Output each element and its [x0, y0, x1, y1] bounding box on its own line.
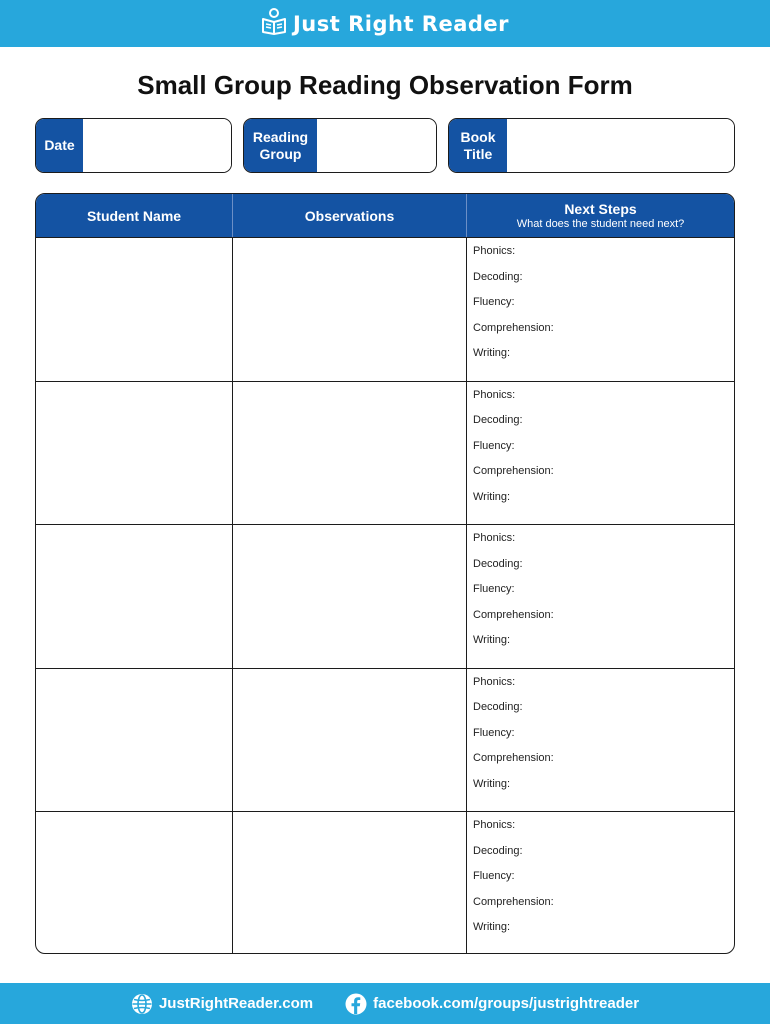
- next-step-label: Comprehension:: [473, 752, 554, 764]
- next-step-label: Writing:: [473, 347, 511, 359]
- brand-name: Just Right Reader: [292, 11, 510, 36]
- next-step-label: Comprehension:: [473, 608, 554, 621]
- page-title: Small Group Reading Observation Form: [137, 70, 633, 100]
- observations-cell[interactable]: [233, 812, 467, 954]
- facebook-link[interactable]: [345, 993, 639, 1015]
- next-step-label: Phonics:: [473, 532, 516, 544]
- next-step-label: Fluency:: [473, 870, 515, 882]
- next-steps-cell[interactable]: [467, 669, 734, 812]
- next-step-label: Comprehension:: [473, 465, 554, 477]
- observation-table: [35, 193, 735, 954]
- facebook-text: facebook.com/groups/justrightreader: [373, 995, 640, 1012]
- next-step-label: Phonics:: [473, 819, 516, 831]
- observations-cell[interactable]: [233, 238, 467, 381]
- observations-cell[interactable]: [233, 525, 467, 668]
- next-steps-cell[interactable]: [467, 525, 734, 668]
- student-name-cell[interactable]: [36, 238, 233, 381]
- table-header: [36, 194, 734, 237]
- observations-cell[interactable]: [233, 382, 467, 525]
- top-banner: [0, 0, 770, 47]
- book-title-field: [448, 118, 735, 173]
- next-step-label: Decoding:: [473, 557, 523, 570]
- student-name-cell[interactable]: [36, 382, 233, 525]
- footer-banner: [0, 983, 770, 1024]
- next-steps-header: [467, 194, 734, 237]
- brand-logo: [261, 7, 509, 40]
- observations-header: Observations: [233, 194, 467, 237]
- next-steps-cell[interactable]: [467, 812, 734, 954]
- next-steps-cell[interactable]: [467, 382, 734, 525]
- date-label: Date: [36, 119, 83, 172]
- next-steps-title: Next Steps: [564, 201, 637, 217]
- reading-group-input[interactable]: [317, 119, 436, 172]
- reading-group-field: [243, 118, 437, 173]
- next-step-label: Fluency:: [473, 726, 515, 739]
- book-title-input[interactable]: [507, 119, 734, 172]
- table-row: [36, 237, 734, 381]
- next-step-label: Phonics:: [473, 675, 516, 688]
- next-step-label: Fluency:: [473, 439, 515, 452]
- date-field: [35, 118, 232, 173]
- reading-group-label: Reading Group: [244, 119, 317, 172]
- next-step-label: Decoding:: [473, 701, 523, 713]
- table-row: [36, 668, 734, 812]
- student-name-cell[interactable]: [36, 812, 233, 954]
- table-row: [36, 524, 734, 668]
- student-name-header: Student Name: [36, 194, 233, 237]
- table-row: [36, 811, 734, 954]
- table-body: [36, 237, 734, 954]
- website-link[interactable]: [131, 993, 313, 1015]
- next-step-label: Fluency:: [473, 296, 515, 308]
- table-row: [36, 381, 734, 525]
- student-name-cell[interactable]: [36, 669, 233, 812]
- next-steps-subtitle: What does the student need next?: [516, 218, 685, 230]
- next-step-label: Phonics:: [473, 245, 516, 257]
- observations-cell[interactable]: [233, 669, 467, 812]
- reader-book-icon: [261, 7, 287, 40]
- student-name-cell[interactable]: [36, 525, 233, 668]
- next-step-label: Writing:: [473, 777, 511, 790]
- next-step-label: Phonics:: [473, 388, 516, 401]
- date-input[interactable]: [83, 119, 231, 172]
- website-text: JustRightReader.com: [158, 995, 314, 1012]
- next-step-label: Fluency:: [473, 583, 515, 595]
- facebook-icon: [345, 993, 367, 1015]
- next-steps-cell[interactable]: [467, 238, 734, 381]
- next-step-label: Comprehension:: [473, 321, 554, 334]
- next-step-label: Decoding:: [473, 270, 523, 283]
- next-step-label: Decoding:: [473, 844, 523, 857]
- next-step-label: Writing:: [473, 634, 511, 646]
- next-step-label: Writing:: [473, 921, 511, 933]
- next-step-label: Decoding:: [473, 414, 523, 426]
- next-step-label: Writing:: [473, 490, 511, 503]
- globe-icon: [131, 993, 153, 1015]
- next-step-label: Comprehension:: [473, 895, 554, 908]
- book-title-label: Book Title: [449, 119, 507, 172]
